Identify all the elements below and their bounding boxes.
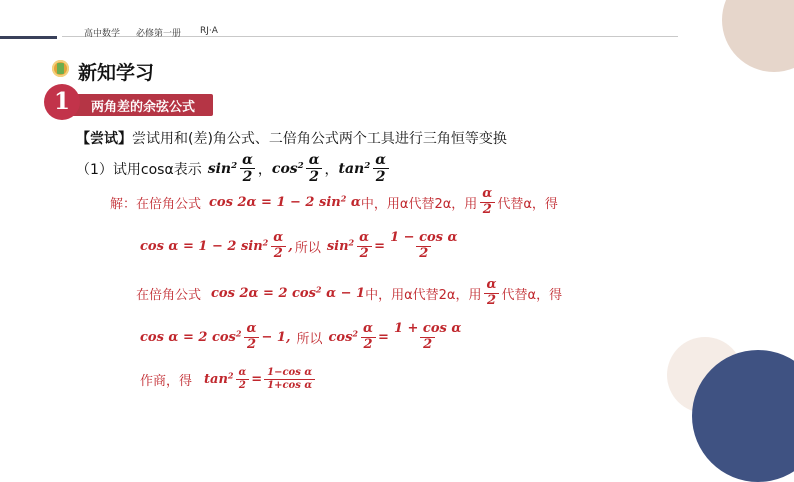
page-title: 新知学习 — [78, 62, 155, 84]
problem-tan: $\tan^2$ — [338, 160, 371, 177]
problem-frac-3: $\frac{\alpha}{2}$ — [372, 152, 389, 185]
solution-line4-lhs: cos α = 2 $\cos^2$ — [140, 328, 242, 345]
problem-frac-1: $\frac{\alpha}{2}$ — [239, 152, 256, 185]
problem-cos: $\cos^2$ — [271, 160, 304, 177]
task-text: 尝试用和(差)角公式、二倍角公式两个工具进行三角恒等变换 — [132, 131, 507, 147]
solution-line-2 — [140, 231, 463, 262]
decor-circle-tan — [722, 0, 794, 72]
section-number: 1 — [44, 84, 80, 120]
solution-line1-end: 代替α，得 — [497, 196, 558, 212]
task-tag: 【尝试】 — [76, 131, 132, 147]
solution-line1-frac: $\frac{\alpha}{2}$ — [479, 187, 495, 218]
header-book: 必修第一册 — [136, 29, 182, 39]
solution-line5-tan: $\tan^2$ — [204, 370, 234, 387]
solution-line5-rhs: $\frac{\text{1−cos α}}{\text{1+cos α}}$ — [264, 367, 315, 391]
knowledge-badge-icon — [52, 60, 69, 77]
solution-line2-mid: 所以 — [294, 240, 321, 256]
solution-line2-frac: $\frac{\alpha}{2}$ — [270, 231, 286, 262]
task-line — [76, 128, 507, 148]
solution-line4-rhs: $\frac{\text{1 + cos α}}{2}$ — [393, 321, 462, 352]
problem-frac-2: $\frac{\alpha}{2}$ — [306, 152, 323, 185]
solution-line4-mid: 所以 — [296, 331, 323, 347]
solution-line4-frac: $\frac{\alpha}{2}$ — [243, 322, 259, 353]
solution-line3-mid: 中，用α代替2α，用 — [365, 287, 482, 303]
solution-line4-lhs-end: − 1, — [261, 329, 291, 345]
solution-line1-formula: cos 2α = 1 − 2 $\sin^2 \alpha$ — [209, 193, 361, 210]
solution-line-5 — [140, 367, 317, 391]
problem-sep-1: ， — [257, 161, 272, 178]
solution-line2-eq: = — [374, 238, 386, 254]
header-edition: RJ·A — [200, 26, 218, 36]
solution-line5-eq: = — [251, 371, 263, 387]
solution-line2-comma: , — [288, 238, 293, 254]
header-subject: 高中数学 — [84, 29, 121, 39]
solution-line5-prefix: 作商，得 — [140, 373, 193, 389]
solution-line-3 — [136, 278, 562, 309]
solution-line2-lhs: cos α = 1 − 2 $\sin^2$ — [140, 237, 269, 254]
problem-sep-2: ， — [324, 161, 339, 178]
solution-line3-prefix: 在倍角公式 — [136, 287, 202, 303]
solution-line5-frac: $\frac{\alpha}{2}$ — [236, 367, 250, 391]
solution-line-4 — [140, 322, 466, 353]
solution-line4-eq: = — [378, 329, 389, 345]
solution-line3-frac: $\frac{\alpha}{2}$ — [483, 278, 499, 309]
solution-line2-rhs: $\frac{\text{1 − cos α}}{2}$ — [390, 230, 458, 261]
solution-line1-mid: 中，用α代替2α，用 — [360, 196, 478, 212]
problem-sin: $\sin^2$ — [207, 160, 238, 177]
solution-line1-prefix: 解：在倍角公式 — [110, 196, 202, 212]
section-label: 两角差的余弦公式 — [91, 100, 196, 115]
solution-line3-formula: cos 2α = 2 $\cos^2 \alpha - 1$ — [211, 284, 366, 301]
solution-line4-frac-b: $\frac{\alpha}{2}$ — [360, 322, 376, 353]
solution-line2-sin: $\sin^2$ — [326, 237, 355, 254]
solution-line4-cos: $\cos^2$ — [328, 328, 359, 345]
solution-line3-end: 代替α，得 — [501, 287, 563, 303]
problem-prefix: （1）试用cosα表示 — [76, 161, 202, 178]
header-accent-bar — [0, 36, 57, 39]
problem-line — [76, 152, 391, 185]
solution-line-1 — [110, 187, 558, 218]
solution-line2-frac-b: $\frac{\alpha}{2}$ — [356, 231, 372, 262]
